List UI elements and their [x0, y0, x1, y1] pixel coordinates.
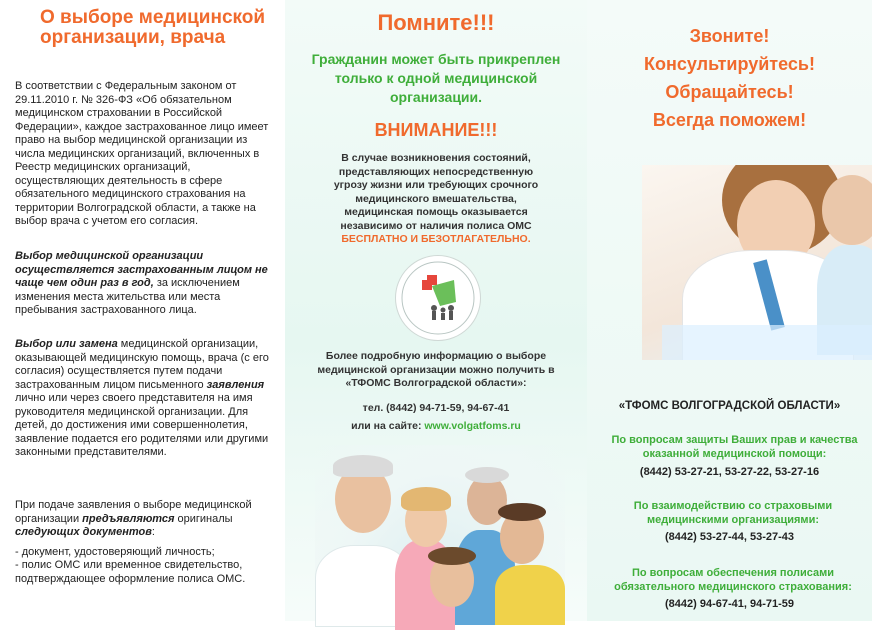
- choice-replace-text: медицинской организации, оказывающей медицинскую помощь, врача (с его согласия) осуществляется путем подачи застрахованным лицом письменного: [15, 338, 269, 391]
- left-panel: [0, 0, 285, 621]
- site-link[interactable]: www.volgatfoms.ru: [424, 420, 521, 432]
- contact-heading: Обращайтесь!: [665, 82, 794, 102]
- insurers-heading: По взаимодействию со страховыми медицинскими организациями:: [633, 500, 833, 526]
- right-panel: [587, 0, 872, 621]
- more-info-text: Более подробную информацию о выборе медицинской организации можно получить в «ТФОМС Волгоградской области»:: [317, 350, 555, 389]
- choice-frequency-paragraph: [15, 250, 273, 318]
- site-label: или на сайте:: [351, 420, 425, 432]
- remember-heading: Помните!!!: [377, 10, 495, 35]
- rights-phone: (8442) 53-27-21, 53-27-22, 53-27-16: [639, 466, 820, 478]
- logo-graphic-icon: [396, 256, 480, 340]
- documents-emphasis-2: следующих документов: [15, 526, 152, 538]
- document-item-policy: - полис ОМС или временное свидетельство, подтверждающее оформление полиса ОМС.: [15, 559, 246, 585]
- policies-heading: По вопросам обеспечения полисами обязательного медицинского страхования:: [614, 567, 852, 593]
- documents-text: оригиналы: [174, 512, 233, 525]
- choice-frequency-rest: за исключением изменения места жительства или места пребывания застрахованного лица.: [15, 277, 240, 316]
- documents-colon: :: [151, 526, 155, 538]
- choice-replace-paragraph: [15, 338, 273, 460]
- doctor-photo: [642, 165, 872, 360]
- rights-heading: По вопросам защиты Ваших прав и качества оказанной медицинской помощи:: [611, 434, 858, 460]
- free-emphasis: БЕСПЛАТНО И БЕЗОТЛАГАТЕЛЬНО.: [341, 233, 531, 245]
- document-item-passport: - документ, удостоверяющий личность;: [15, 546, 215, 558]
- emergency-body: В случае возникновения состояний, представляющих непосредственную угрозу жизни или требующих срочного медицинского вмешательства, медицинская помощь оказывается независимо от наличия полиса ОМС: [333, 152, 539, 232]
- choice-replace-rest: лично или через своего представителя на имя руководителя медицинской организации. Для детей, до достижения ими совершеннолетия, заявление подается его родителями или другими законными представителями.: [15, 392, 269, 458]
- family-photo: [315, 445, 565, 621]
- citizen-notice: Гражданин может быть прикреплен только к одной медицинской организации.: [311, 51, 561, 105]
- phone-text: тел. (8442) 94-71-59, 94-67-41: [362, 402, 510, 414]
- help-heading: Всегда поможем!: [652, 110, 807, 130]
- choice-frequency-emphasis: Выбор медицинской организации осуществляется застрахованным лицом не чаще чем один раз в год,: [15, 250, 268, 289]
- attention-heading: ВНИМАНИЕ!!!: [374, 120, 498, 140]
- choice-replace-emphasis: Выбор или замена: [15, 338, 118, 350]
- org-name: «ТФОМС ВОЛГОГРАДСКОЙ ОБЛАСТИ»: [618, 400, 841, 412]
- law-paragraph: В соответствии с Федеральным законом от 29.11.2010 г. № 326-ФЗ «Об обязательном медицинском страховании в Российской Федерации», каждое застрахованное лицо имеет право на выбор медицинской организации из числа медицинских организаций, включенных в Реестр медицинских организаций, осуществляющих деятельность в сфере обязательного медицинского страхования на территории Волгоградской области, а также на выбор врача с учетом его согласия.: [15, 80, 269, 227]
- documents-emphasis: предъявляются: [82, 512, 175, 525]
- emergency-text: [325, 152, 547, 247]
- policies-phone: (8442) 94-67-41, 94-71-59: [664, 598, 795, 610]
- panel1-title: О выборе медицинской организации, врача: [40, 7, 266, 48]
- documents-intro: При подаче заявления о выборе медицинской организации: [15, 499, 252, 525]
- documents-paragraph: [15, 499, 273, 540]
- middle-panel: [285, 0, 587, 621]
- insurers-phone: (8442) 53-27-44, 53-27-43: [664, 531, 795, 543]
- tfoms-logo: [395, 255, 481, 341]
- consult-heading: Консультируйтесь!: [644, 54, 815, 74]
- call-heading: Звоните!: [689, 26, 770, 46]
- application-emphasis: заявления: [206, 378, 265, 391]
- site-line: [285, 420, 587, 434]
